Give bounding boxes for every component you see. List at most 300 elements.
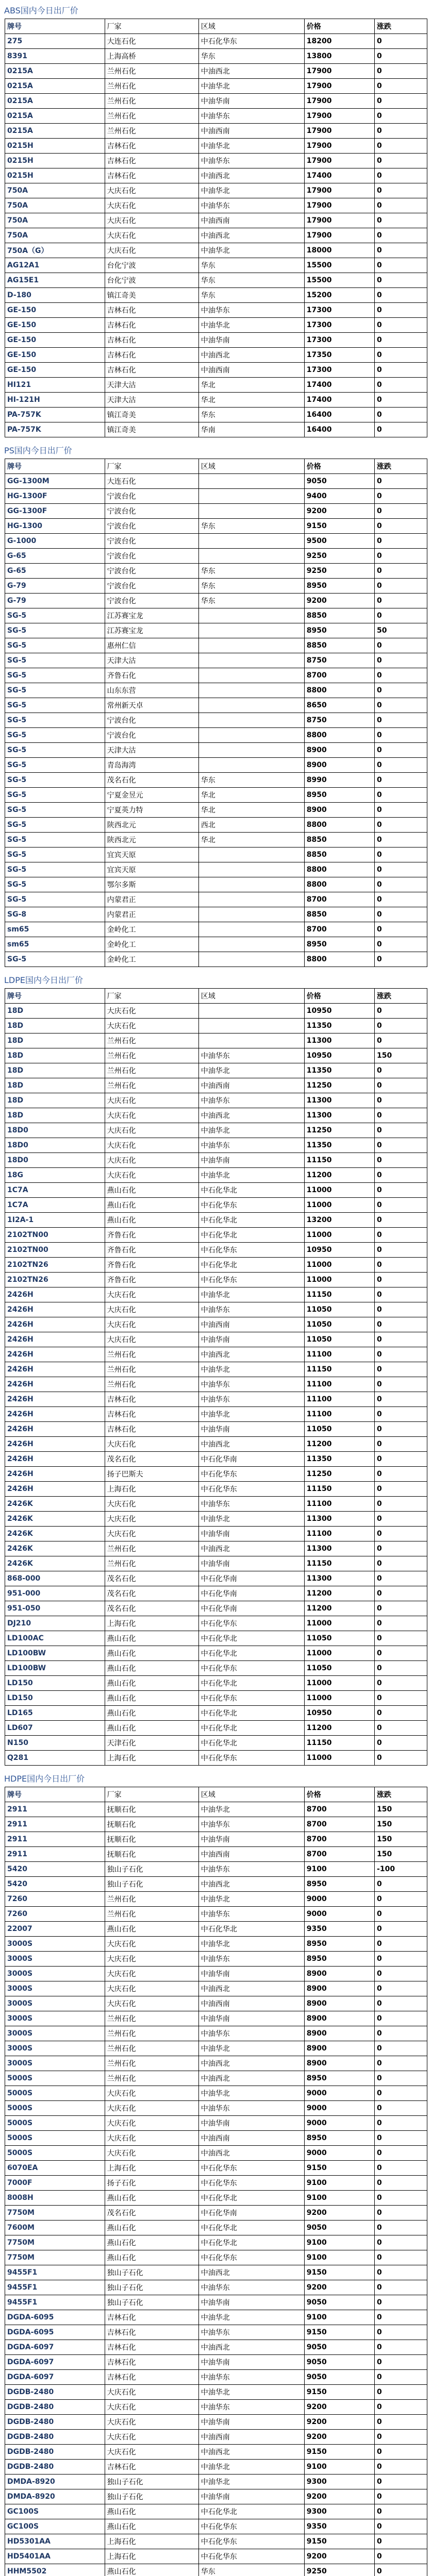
region-cell: 中油华北 (198, 1407, 304, 1422)
change-cell: 0 (375, 1243, 427, 1258)
change-cell: 150 (375, 1847, 427, 1862)
column-header: 牌号 (5, 459, 105, 474)
table-row (5, 2295, 427, 2310)
column-header: 牌号 (5, 989, 105, 1004)
grade-cell: 18D (5, 1004, 105, 1019)
region-cell: 中油西南 (198, 1078, 304, 1093)
region-cell: 中油华北 (198, 1287, 304, 1302)
grade-cell: 18D (5, 1019, 105, 1033)
grade-cell: 2426H (5, 1287, 105, 1302)
change-cell: 0 (375, 743, 427, 758)
column-header: 区域 (198, 19, 304, 34)
grade-cell: GE-150 (5, 318, 105, 333)
change-cell: 0 (375, 922, 427, 937)
manufacturer-cell: 大庆石化 (105, 1512, 198, 1527)
manufacturer-cell: 大庆石化 (105, 2086, 198, 2101)
region-cell: 中油华东 (198, 1093, 304, 1108)
change-cell: 0 (375, 2235, 427, 2250)
price-cell: 9200 (304, 2415, 374, 2430)
table-row (5, 393, 427, 408)
region-cell: 中油华南 (198, 1332, 304, 1347)
region-cell (198, 848, 304, 862)
grade-cell: DMDA-8920 (5, 2489, 105, 2504)
change-cell: 0 (375, 2161, 427, 2176)
change-cell: 0 (375, 877, 427, 892)
manufacturer-cell: 宜宾天原 (105, 862, 198, 877)
table-row (5, 94, 427, 109)
grade-cell: GG-1300F (5, 504, 105, 519)
price-cell: 9200 (304, 2206, 374, 2221)
change-cell: 0 (375, 1273, 427, 1287)
change-cell: 0 (375, 273, 427, 288)
change-cell: 0 (375, 94, 427, 109)
table-row (5, 422, 427, 437)
change-cell: 0 (375, 1631, 427, 1646)
price-cell: 9100 (304, 2460, 374, 2475)
price-cell: 11250 (304, 1467, 374, 1482)
change-cell: 0 (375, 504, 427, 519)
table-row (5, 1347, 427, 1362)
column-header: 价格 (304, 459, 374, 474)
grade-cell: 3000S (5, 2011, 105, 2026)
price-cell: 8900 (304, 2011, 374, 2026)
region-cell (198, 952, 304, 967)
price-cell: 8950 (304, 1952, 374, 1967)
manufacturer-cell: 吉林石化 (105, 2460, 198, 2475)
price-cell: 11000 (304, 1183, 374, 1198)
table-row (5, 1892, 427, 1907)
region-cell: 中石化华北 (198, 1676, 304, 1691)
change-cell: 0 (375, 594, 427, 608)
column-header: 涨跌 (375, 989, 427, 1004)
price-cell: 18200 (304, 34, 374, 49)
table-row (5, 2161, 427, 2176)
table-row (5, 1907, 427, 1922)
manufacturer-cell: 鄂尔多斯 (105, 877, 198, 892)
table-row (5, 2400, 427, 2415)
manufacturer-cell: 吉林石化 (105, 2355, 198, 2370)
manufacturer-cell: 燕山石化 (105, 1213, 198, 1228)
price-cell: 11250 (304, 1078, 374, 1093)
grade-cell: SG-8 (5, 907, 105, 922)
region-cell: 中石化华北 (198, 2235, 304, 2250)
price-cell: 11200 (304, 1586, 374, 1601)
manufacturer-cell: 大庆石化 (105, 2116, 198, 2131)
grade-cell: G-65 (5, 564, 105, 579)
table-row (5, 2325, 427, 2340)
manufacturer-cell: 大庆石化 (105, 1004, 198, 1019)
change-cell: 0 (375, 2131, 427, 2146)
region-cell: 中油华东 (198, 1862, 304, 1877)
change-cell: 0 (375, 1751, 427, 1766)
grade-cell: G-79 (5, 579, 105, 594)
manufacturer-cell: 独山子石化 (105, 2265, 198, 2280)
region-cell: 中油华东 (198, 1377, 304, 1392)
region-cell (198, 713, 304, 728)
region-cell: 中油华北 (198, 2475, 304, 2489)
region-cell: 中石化华南 (198, 1571, 304, 1586)
manufacturer-cell: 茂名石化 (105, 773, 198, 788)
region-cell: 中油华南 (198, 2355, 304, 2370)
region-cell (198, 743, 304, 758)
region-cell: 中油西北 (198, 2056, 304, 2071)
region-cell: 中石化华北 (198, 1922, 304, 1937)
price-cell: 11100 (304, 1392, 374, 1407)
table-row (5, 2116, 427, 2131)
change-cell: 0 (375, 2385, 427, 2400)
manufacturer-cell: 独山子石化 (105, 2295, 198, 2310)
manufacturer-cell: 惠州仁信 (105, 638, 198, 653)
table-row (5, 273, 427, 288)
table-row (5, 504, 427, 519)
price-cell: 11300 (304, 1541, 374, 1556)
grade-cell: Q281 (5, 1751, 105, 1766)
region-cell: 中石化华东 (198, 1482, 304, 1497)
change-cell: 0 (375, 1541, 427, 1556)
price-cell: 15500 (304, 273, 374, 288)
grade-cell: 2426K (5, 1541, 105, 1556)
price-cell: 9150 (304, 2161, 374, 2176)
manufacturer-cell: 吉林石化 (105, 2340, 198, 2355)
change-cell: 0 (375, 892, 427, 907)
region-cell: 华东 (198, 519, 304, 534)
table-row (5, 303, 427, 318)
region-cell: 中油华南 (198, 2489, 304, 2504)
table-row (5, 1063, 427, 1078)
region-cell: 中油华北 (198, 318, 304, 333)
grade-cell: 18D (5, 1048, 105, 1063)
manufacturer-cell: 常州新天卓 (105, 698, 198, 713)
region-cell: 中油华东 (198, 2370, 304, 2385)
change-cell: 0 (375, 1676, 427, 1691)
table-row (5, 564, 427, 579)
column-header: 厂家 (105, 459, 198, 474)
manufacturer-cell: 大庆石化 (105, 1497, 198, 1512)
grade-cell: DGDB-2480 (5, 2385, 105, 2400)
manufacturer-cell: 兰州石化 (105, 1048, 198, 1063)
grade-cell: 3000S (5, 2026, 105, 2041)
change-cell: 0 (375, 1108, 427, 1123)
grade-cell: 7750M (5, 2235, 105, 2250)
grade-cell: 5000S (5, 2116, 105, 2131)
table-row (5, 668, 427, 683)
change-cell: 0 (375, 1093, 427, 1108)
grade-cell: HG-1300 (5, 519, 105, 534)
price-cell: 17900 (304, 79, 374, 94)
grade-cell: DJ210 (5, 1616, 105, 1631)
manufacturer-cell: 兰州石化 (105, 1892, 198, 1907)
table-row (5, 2489, 427, 2504)
price-cell: 17300 (304, 303, 374, 318)
table-row (5, 1422, 427, 1437)
region-cell: 中油西南 (198, 213, 304, 228)
manufacturer-cell: 上海石化 (105, 2161, 198, 2176)
region-cell (198, 489, 304, 504)
change-cell: 0 (375, 2011, 427, 2026)
change-cell: 0 (375, 2310, 427, 2325)
manufacturer-cell: 金岭化工 (105, 952, 198, 967)
region-cell: 中油华北 (198, 1512, 304, 1527)
table-row (5, 952, 427, 967)
column-header: 厂家 (105, 1787, 198, 1802)
change-cell: 0 (375, 1377, 427, 1392)
change-cell: 0 (375, 848, 427, 862)
change-cell: 0 (375, 1258, 427, 1273)
change-cell: 0 (375, 818, 427, 833)
table-row (5, 788, 427, 803)
price-cell: 8700 (304, 1832, 374, 1847)
price-cell: 8850 (304, 833, 374, 848)
change-cell: 0 (375, 937, 427, 952)
change-cell: 0 (375, 393, 427, 408)
change-cell: 0 (375, 1392, 427, 1407)
region-cell: 中石化华南 (198, 1586, 304, 1601)
table-row (5, 2430, 427, 2445)
manufacturer-cell: 独山子石化 (105, 2489, 198, 2504)
region-cell (198, 668, 304, 683)
change-cell: 0 (375, 1937, 427, 1952)
table-row (5, 2475, 427, 2489)
table-row (5, 288, 427, 303)
grade-cell: SG-5 (5, 788, 105, 803)
manufacturer-cell: 独山子石化 (105, 1862, 198, 1877)
grade-cell: N150 (5, 1736, 105, 1751)
change-cell: 0 (375, 1967, 427, 1981)
price-cell: 9000 (304, 2101, 374, 2116)
price-cell: 17900 (304, 228, 374, 243)
region-cell: 中油华北 (198, 2086, 304, 2101)
column-header: 牌号 (5, 19, 105, 34)
region-cell (198, 638, 304, 653)
change-cell: 0 (375, 2489, 427, 2504)
grade-cell: SG-5 (5, 952, 105, 967)
price-cell: 17900 (304, 124, 374, 139)
table-row (5, 1228, 427, 1243)
price-cell: 11000 (304, 1691, 374, 1706)
price-section (0, 3, 432, 437)
table-row (5, 2504, 427, 2519)
change-cell: 0 (375, 1482, 427, 1497)
manufacturer-cell: 大庆石化 (105, 1527, 198, 1541)
table-row (5, 1123, 427, 1138)
region-cell: 中油华南 (198, 2116, 304, 2131)
grade-cell: 2426H (5, 1467, 105, 1482)
table-row (5, 213, 427, 228)
change-cell: 0 (375, 1168, 427, 1183)
price-section (0, 973, 432, 1766)
price-cell: 11150 (304, 1287, 374, 1302)
price-cell: 9200 (304, 2400, 374, 2415)
table-row (5, 34, 427, 49)
region-cell: 中油西北 (198, 1437, 304, 1452)
change-cell: 0 (375, 534, 427, 549)
price-table (5, 459, 427, 967)
table-row (5, 534, 427, 549)
price-cell: 8950 (304, 2071, 374, 2086)
grade-cell: HHM5502 (5, 2564, 105, 2576)
region-cell (198, 549, 304, 564)
price-cell: 15500 (304, 258, 374, 273)
table-row (5, 1437, 427, 1452)
table-row (5, 1601, 427, 1616)
change-cell: 0 (375, 773, 427, 788)
manufacturer-cell: 内蒙君正 (105, 892, 198, 907)
region-cell: 中石化华东 (198, 1243, 304, 1258)
table-row (5, 907, 427, 922)
price-cell: 11000 (304, 1676, 374, 1691)
grade-cell: 7750M (5, 2250, 105, 2265)
grade-cell: GC100S (5, 2519, 105, 2534)
table-row (5, 877, 427, 892)
price-cell: 8950 (304, 1877, 374, 1892)
region-cell: 中油华东 (198, 2400, 304, 2415)
column-header: 价格 (304, 19, 374, 34)
table-row (5, 1198, 427, 1213)
grade-cell: SG-5 (5, 608, 105, 623)
manufacturer-cell: 兰州石化 (105, 94, 198, 109)
region-cell: 中石化华南 (198, 1601, 304, 1616)
price-cell: 9050 (304, 2295, 374, 2310)
price-table (5, 988, 427, 1766)
table-row (5, 1751, 427, 1766)
change-cell: 0 (375, 1571, 427, 1586)
grade-cell: DGDA-6095 (5, 2310, 105, 2325)
grade-cell: 5000S (5, 2146, 105, 2161)
change-cell: 0 (375, 728, 427, 743)
column-header: 区域 (198, 989, 304, 1004)
grade-cell: 2102TN26 (5, 1258, 105, 1273)
price-cell: 11100 (304, 1527, 374, 1541)
grade-cell: 18D (5, 1108, 105, 1123)
table-row (5, 892, 427, 907)
manufacturer-cell: 宁波台化 (105, 728, 198, 743)
table-row (5, 862, 427, 877)
table-row (5, 1877, 427, 1892)
table-row (5, 623, 427, 638)
region-cell (198, 892, 304, 907)
region-cell: 中石化华东 (198, 1616, 304, 1631)
price-cell: 11050 (304, 1661, 374, 1676)
price-cell: 9150 (304, 2445, 374, 2460)
grade-cell: HD5401AA (5, 2549, 105, 2564)
table-row (5, 818, 427, 833)
region-cell: 中石化华北 (198, 2504, 304, 2519)
price-cell: 9200 (304, 2280, 374, 2295)
manufacturer-cell: 燕山石化 (105, 1198, 198, 1213)
grade-cell: 3000S (5, 1981, 105, 1996)
grade-cell: sm65 (5, 937, 105, 952)
table-row (5, 2101, 427, 2116)
table-row (5, 2191, 427, 2206)
table-row (5, 2026, 427, 2041)
manufacturer-cell: 扬子石化 (105, 2176, 198, 2191)
change-cell: 0 (375, 1078, 427, 1093)
manufacturer-cell: 大庆石化 (105, 1981, 198, 1996)
price-cell: 8700 (304, 668, 374, 683)
table-row (5, 139, 427, 154)
manufacturer-cell: 大庆石化 (105, 2385, 198, 2400)
region-cell: 中油西北 (198, 1877, 304, 1892)
grade-cell: DMDA-8920 (5, 2475, 105, 2489)
region-cell: 中油华北 (198, 2041, 304, 2056)
price-cell: 9250 (304, 549, 374, 564)
manufacturer-cell: 兰州石化 (105, 79, 198, 94)
manufacturer-cell: 宁波台化 (105, 564, 198, 579)
table-row (5, 318, 427, 333)
grade-cell: 750A (5, 183, 105, 198)
change-cell: 0 (375, 698, 427, 713)
change-cell: 150 (375, 1802, 427, 1817)
manufacturer-cell: 宁波台化 (105, 534, 198, 549)
region-cell: 华东 (198, 564, 304, 579)
change-cell: 0 (375, 378, 427, 393)
grade-cell: DGDB-2480 (5, 2430, 105, 2445)
change-cell: 0 (375, 2176, 427, 2191)
column-header: 厂家 (105, 989, 198, 1004)
region-cell: 中油西北 (198, 348, 304, 363)
change-cell: 0 (375, 1183, 427, 1198)
change-cell: 0 (375, 2086, 427, 2101)
price-cell: 9200 (304, 504, 374, 519)
grade-cell: 2426K (5, 1556, 105, 1571)
table-row (5, 2086, 427, 2101)
region-cell: 中石化华北 (198, 1258, 304, 1273)
grade-cell: GC100S (5, 2504, 105, 2519)
table-row (5, 2385, 427, 2400)
manufacturer-cell: 上海石化 (105, 1751, 198, 1766)
region-cell: 中油西南 (198, 1847, 304, 1862)
price-cell: 10950 (304, 1706, 374, 1721)
grade-cell: 7260 (5, 1892, 105, 1907)
price-cell: 9500 (304, 534, 374, 549)
grade-cell: 750A (5, 213, 105, 228)
price-cell: 18000 (304, 243, 374, 258)
table-row (5, 2176, 427, 2191)
table-row (5, 1817, 427, 1832)
table-row (5, 109, 427, 124)
manufacturer-cell: 独山子石化 (105, 2475, 198, 2489)
grade-cell: SG-5 (5, 848, 105, 862)
grade-cell: 1C7A (5, 1198, 105, 1213)
grade-cell: 3000S (5, 1937, 105, 1952)
change-cell: 0 (375, 288, 427, 303)
grade-cell: LD100BW (5, 1646, 105, 1661)
region-cell: 中油华北 (198, 1802, 304, 1817)
grade-cell: GG-1300M (5, 474, 105, 489)
price-cell: 9200 (304, 2549, 374, 2564)
change-cell: 0 (375, 408, 427, 422)
region-cell: 中油华北 (198, 2460, 304, 2475)
table-row (5, 1922, 427, 1937)
grade-cell: 5420 (5, 1862, 105, 1877)
grade-cell: 2426H (5, 1302, 105, 1317)
price-cell: 8950 (304, 1937, 374, 1952)
price-cell: 8700 (304, 892, 374, 907)
table-row (5, 1706, 427, 1721)
price-cell: 8900 (304, 1981, 374, 1996)
section-title: HDPE国内今日出厂价 (4, 1774, 85, 1784)
price-cell: 8800 (304, 818, 374, 833)
table-row (5, 743, 427, 758)
grade-cell: 868-000 (5, 1571, 105, 1586)
column-header: 涨跌 (375, 19, 427, 34)
grade-cell: SG-5 (5, 698, 105, 713)
change-cell: 0 (375, 49, 427, 64)
region-cell: 中石化华东 (198, 1198, 304, 1213)
manufacturer-cell: 大庆石化 (105, 2415, 198, 2430)
grade-cell: 9455F1 (5, 2295, 105, 2310)
change-cell: 150 (375, 1817, 427, 1832)
